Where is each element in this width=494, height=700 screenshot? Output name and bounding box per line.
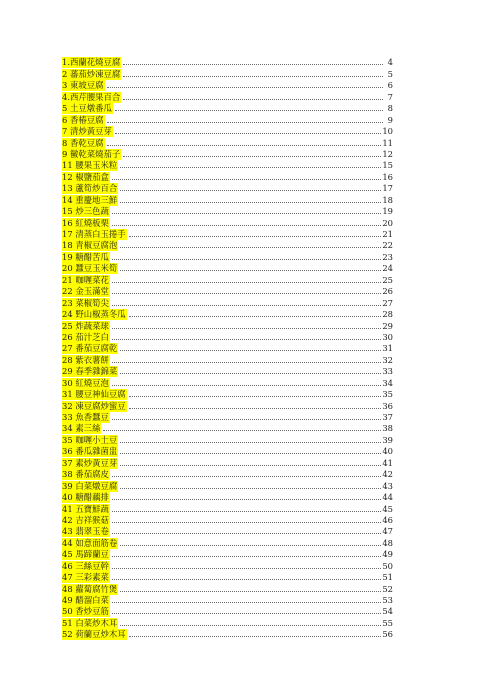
toc-entry[interactable] xyxy=(62,217,393,228)
toc-dot-leader xyxy=(120,488,381,489)
toc-entry[interactable] xyxy=(62,446,393,457)
toc-entry-title: 25 炸蔬菜球 xyxy=(62,320,109,331)
toc-entry[interactable] xyxy=(62,137,393,148)
toc-dot-leader xyxy=(112,613,382,614)
toc-entry-title: 12 椒鹽茄盒 xyxy=(62,171,109,182)
toc-entry[interactable] xyxy=(62,320,393,331)
toc-entry-page-number: 25 xyxy=(382,274,393,285)
toc-dot-leader xyxy=(123,99,383,100)
toc-entry-page-number: 32 xyxy=(382,354,393,365)
toc-entry[interactable] xyxy=(62,91,393,102)
toc-dot-leader xyxy=(123,156,381,157)
toc-entry[interactable] xyxy=(62,309,393,320)
toc-entry-title: 28 紫衣薯餅 xyxy=(62,354,109,365)
toc-entry[interactable] xyxy=(62,57,393,68)
toc-entry-page-number: 4 xyxy=(387,57,393,68)
toc-dot-leader xyxy=(112,533,382,534)
toc-entry-title: 19 糖醋苦瓜 xyxy=(62,251,109,262)
toc-entry-page-number: 8 xyxy=(387,103,393,114)
toc-entry-page-number: 6 xyxy=(387,80,393,91)
toc-entry-title: 31 腰豆神仙豆腐 xyxy=(62,389,126,400)
toc-entry-title: 22 金玉滿堂 xyxy=(62,286,109,297)
toc-dot-leader xyxy=(115,133,381,134)
toc-entry-page-number: 53 xyxy=(382,595,393,605)
toc-entry-page-number: 55 xyxy=(382,617,393,628)
toc-entry[interactable] xyxy=(62,343,393,354)
toc-entry[interactable] xyxy=(62,423,393,434)
toc-entry[interactable] xyxy=(62,629,393,640)
toc-dot-leader xyxy=(115,110,383,111)
toc-entry-page-number: 44 xyxy=(382,492,393,503)
toc-entry[interactable] xyxy=(62,606,393,617)
toc-entry[interactable] xyxy=(62,206,393,217)
toc-dot-leader xyxy=(120,270,381,271)
toc-entry-title: 20 蠶豆玉米筍 xyxy=(62,263,118,274)
toc-entry-title: 5 土豆燉番瓜 xyxy=(62,103,112,114)
toc-dot-leader xyxy=(112,259,382,260)
toc-entry[interactable] xyxy=(62,537,393,548)
toc-dot-leader xyxy=(112,305,382,306)
toc-dot-leader xyxy=(112,282,382,283)
toc-entry-page-number: 52 xyxy=(382,583,393,594)
toc-entry[interactable] xyxy=(62,160,393,171)
toc-entry-title: 36 番瓜雜菌盅 xyxy=(62,446,118,457)
table-of-contents xyxy=(62,57,393,640)
toc-dot-leader xyxy=(112,476,382,477)
toc-entry-title: 47 三彩素菜 xyxy=(62,572,109,583)
toc-entry-title: 27 番茄豆腐乾 xyxy=(62,343,118,354)
toc-entry-title: 48 蘿蔔腐竹煲 xyxy=(62,583,118,594)
toc-dot-leader xyxy=(129,316,382,317)
toc-entry-page-number: 20 xyxy=(382,217,393,228)
toc-entry-page-number: 21 xyxy=(382,229,393,239)
toc-dot-leader xyxy=(107,122,384,123)
toc-entry-page-number: 7 xyxy=(387,91,393,102)
toc-entry[interactable] xyxy=(62,595,393,606)
toc-entry-title: 43 翡翠玉卷 xyxy=(62,526,109,537)
toc-entry-page-number: 39 xyxy=(382,434,393,445)
toc-dot-leader xyxy=(103,430,381,431)
toc-entry-page-number: 54 xyxy=(382,606,393,617)
toc-dot-leader xyxy=(129,396,382,397)
toc-entry-title: 9 黴乾菜燒茄子 xyxy=(62,148,121,159)
toc-entry[interactable] xyxy=(62,583,393,594)
toc-entry-title: 13 蘆筍炒百合 xyxy=(62,183,118,194)
toc-dot-leader xyxy=(129,236,382,237)
toc-entry-title: 1.西蘭花燒豆腐 xyxy=(62,57,121,68)
toc-entry[interactable] xyxy=(62,400,393,411)
toc-dot-leader xyxy=(120,167,381,168)
toc-entry[interactable] xyxy=(62,332,393,343)
toc-dot-leader xyxy=(112,511,382,512)
toc-entry-title: 6 香椿豆腐 xyxy=(62,114,104,125)
toc-dot-leader xyxy=(112,579,382,580)
toc-entry[interactable] xyxy=(62,68,393,79)
toc-entry[interactable] xyxy=(62,549,393,560)
toc-entry-title: 21 咖喱菜花 xyxy=(62,274,109,285)
toc-dot-leader xyxy=(120,625,381,626)
toc-entry-page-number: 29 xyxy=(382,320,393,331)
toc-entry-title: 18 青椒豆腐泡 xyxy=(62,240,118,251)
toc-entry-title: 29 春季雜錦菜 xyxy=(62,366,118,377)
toc-entry-page-number: 5 xyxy=(387,68,393,79)
toc-entry[interactable] xyxy=(62,286,393,297)
toc-dot-leader xyxy=(120,350,381,351)
toc-entry[interactable] xyxy=(62,149,393,160)
toc-entry-title: 23 菜椒筍尖 xyxy=(62,297,109,308)
toc-dot-leader xyxy=(129,408,382,409)
toc-entry-title: 24 野山椒蒸冬瓜 xyxy=(62,309,126,320)
toc-entry[interactable] xyxy=(62,503,393,514)
toc-entry-page-number: 45 xyxy=(382,503,393,514)
toc-entry-page-number: 40 xyxy=(382,446,393,457)
toc-entry[interactable] xyxy=(62,183,393,194)
toc-entry-page-number: 49 xyxy=(382,549,393,560)
toc-entry-page-number: 16 xyxy=(382,171,393,182)
toc-dot-leader xyxy=(123,64,383,65)
toc-entry[interactable] xyxy=(62,103,393,114)
toc-entry-title: 3 東坡豆腐 xyxy=(62,80,104,91)
toc-entry-page-number: 19 xyxy=(382,206,393,217)
toc-entry-title: 4.西芹腰果百合 xyxy=(62,91,121,102)
toc-entry-page-number: 18 xyxy=(382,194,393,205)
toc-dot-leader xyxy=(120,202,381,203)
toc-entry[interactable] xyxy=(62,526,393,537)
toc-entry-page-number: 37 xyxy=(382,412,393,422)
toc-entry-page-number: 42 xyxy=(382,469,393,480)
toc-entry[interactable] xyxy=(62,572,393,583)
toc-dot-leader xyxy=(112,385,382,386)
toc-dot-leader xyxy=(107,87,384,88)
toc-entry-page-number: 56 xyxy=(382,629,393,640)
toc-dot-leader xyxy=(112,556,382,557)
toc-entry-page-number: 36 xyxy=(382,400,393,411)
toc-entry-page-number: 10 xyxy=(382,126,393,137)
toc-entry[interactable] xyxy=(62,194,393,205)
toc-dot-leader xyxy=(120,591,381,592)
toc-dot-leader xyxy=(112,522,382,523)
toc-entry[interactable] xyxy=(62,492,393,503)
toc-dot-leader xyxy=(129,636,382,637)
toc-dot-leader xyxy=(112,339,382,340)
toc-entry-title: 42 吉祥猴菇 xyxy=(62,514,109,525)
toc-entry-title: 49 醋溜白菜 xyxy=(62,595,109,605)
toc-entry[interactable] xyxy=(62,171,393,182)
toc-entry-title: 51 白菜炒木耳 xyxy=(62,617,118,628)
toc-dot-leader xyxy=(112,499,382,500)
toc-entry-title: 26 茄汁芝白 xyxy=(62,331,109,342)
toc-entry-title: 41 五寶鮮蔬 xyxy=(62,503,109,514)
toc-entry-page-number: 11 xyxy=(382,137,393,148)
toc-entry-title: 38 番茄腐皮 xyxy=(62,469,109,480)
toc-dot-leader xyxy=(112,362,382,363)
toc-entry-title: 46 三絲豆幹 xyxy=(62,560,109,571)
toc-dot-leader xyxy=(120,373,381,374)
toc-entry-page-number: 43 xyxy=(382,480,393,491)
toc-dot-leader xyxy=(112,328,382,329)
toc-entry-page-number: 41 xyxy=(382,457,393,468)
toc-dot-leader xyxy=(112,602,382,603)
toc-entry-page-number: 27 xyxy=(382,297,393,308)
toc-entry-title: 35 咖喱小土豆 xyxy=(62,434,118,445)
toc-entry[interactable] xyxy=(62,229,393,240)
toc-entry-title: 14 重慶地三鮮 xyxy=(62,194,118,205)
toc-entry-page-number: 23 xyxy=(382,251,393,262)
toc-entry-page-number: 24 xyxy=(382,263,393,274)
toc-entry[interactable] xyxy=(62,469,393,480)
toc-entry-title: 32 凍豆腐炒蜜豆 xyxy=(62,400,126,411)
toc-entry[interactable] xyxy=(62,389,393,400)
toc-entry-title: 39 白菜燉豆腐 xyxy=(62,480,118,491)
toc-dot-leader xyxy=(107,145,382,146)
toc-entry[interactable] xyxy=(62,480,393,491)
toc-dot-leader xyxy=(112,179,382,180)
toc-entry[interactable] xyxy=(62,377,393,388)
toc-entry-page-number: 30 xyxy=(382,331,393,342)
toc-entry[interactable] xyxy=(62,80,393,91)
toc-dot-leader xyxy=(120,545,381,546)
toc-entry-page-number: 9 xyxy=(387,114,393,125)
toc-entry-title: 30 紅燒豆泡 xyxy=(62,377,109,388)
toc-entry-title: 52 荷蘭豆炒木耳 xyxy=(62,629,126,640)
toc-entry[interactable] xyxy=(62,114,393,125)
toc-dot-leader xyxy=(123,76,383,77)
toc-entry-page-number: 15 xyxy=(382,160,393,171)
toc-entry-page-number: 26 xyxy=(382,286,393,297)
toc-entry-title: 11 腰果玉米粒 xyxy=(62,160,118,171)
toc-entry[interactable] xyxy=(62,560,393,571)
toc-dot-leader xyxy=(112,419,382,420)
toc-dot-leader xyxy=(120,465,381,466)
toc-entry-title: 15 炒三色蔬 xyxy=(62,206,109,217)
toc-entry-page-number: 22 xyxy=(382,240,393,251)
toc-dot-leader xyxy=(112,213,382,214)
toc-entry-title: 17 清蒸白玉捲手 xyxy=(62,229,126,239)
toc-entry-page-number: 34 xyxy=(382,377,393,388)
toc-entry-page-number: 17 xyxy=(382,183,393,194)
toc-entry-title: 8 香乾豆腐 xyxy=(62,137,104,148)
toc-entry-title: 33 魚香蠶豆 xyxy=(62,412,109,422)
toc-entry[interactable] xyxy=(62,354,393,365)
toc-entry-page-number: 35 xyxy=(382,389,393,400)
toc-entry-page-number: 12 xyxy=(382,148,393,159)
toc-entry-page-number: 38 xyxy=(382,423,393,434)
toc-entry[interactable] xyxy=(62,366,393,377)
toc-entry[interactable] xyxy=(62,126,393,137)
toc-dot-leader xyxy=(112,225,382,226)
toc-entry-title: 7 清炒黃豆芽 xyxy=(62,126,112,137)
toc-entry-page-number: 51 xyxy=(382,572,393,583)
toc-entry-page-number: 48 xyxy=(382,537,393,548)
toc-dot-leader xyxy=(120,247,381,248)
toc-entry-page-number: 46 xyxy=(382,514,393,525)
toc-entry[interactable] xyxy=(62,515,393,526)
toc-entry[interactable] xyxy=(62,263,393,274)
toc-entry-title: 34 素三絲 xyxy=(62,423,101,434)
toc-entry[interactable] xyxy=(62,274,393,285)
toc-entry-title: 37 素炒黃豆芽 xyxy=(62,457,118,468)
toc-entry[interactable] xyxy=(62,240,393,251)
toc-entry[interactable] xyxy=(62,457,393,468)
toc-entry[interactable] xyxy=(62,617,393,628)
toc-dot-leader xyxy=(120,453,381,454)
toc-entry-page-number: 50 xyxy=(382,560,393,571)
toc-entry-title: 2 蕃茄炒凍豆腐 xyxy=(62,68,121,79)
toc-dot-leader xyxy=(120,442,381,443)
toc-entry-page-number: 47 xyxy=(382,526,393,537)
toc-entry-title: 40 糖醋藕排 xyxy=(62,492,109,503)
toc-entry[interactable] xyxy=(62,412,393,423)
toc-entry[interactable] xyxy=(62,251,393,262)
toc-dot-leader xyxy=(112,293,382,294)
toc-entry[interactable] xyxy=(62,434,393,445)
toc-entry[interactable] xyxy=(62,297,393,308)
toc-dot-leader xyxy=(112,568,382,569)
toc-entry-page-number: 31 xyxy=(382,343,393,354)
toc-entry-title: 50 香炒豆筋 xyxy=(62,606,109,617)
toc-entry-page-number: 33 xyxy=(382,366,393,377)
toc-entry-page-number: 28 xyxy=(382,309,393,320)
toc-entry-title: 45 馬蹄蘭豆 xyxy=(62,549,109,560)
toc-dot-leader xyxy=(120,190,381,191)
toc-entry-title: 44 如意面筋卷 xyxy=(62,537,118,548)
toc-entry-title: 16 紅燒板栗 xyxy=(62,217,109,228)
